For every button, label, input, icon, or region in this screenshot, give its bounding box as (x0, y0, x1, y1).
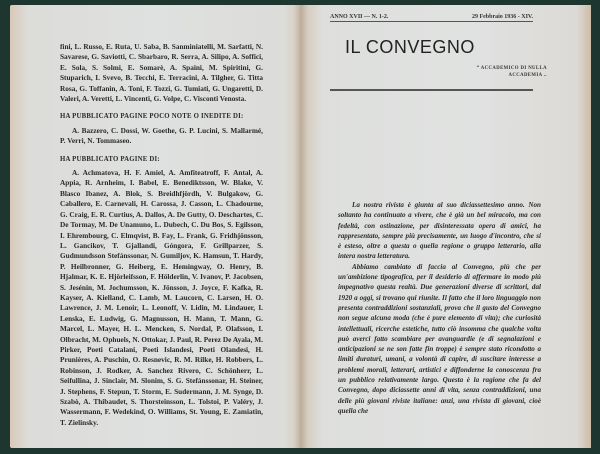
issue-number: ANNO XVII — N. 1-2. (330, 14, 389, 20)
editorial (338, 200, 541, 416)
book-gutter (294, 5, 308, 448)
magazine-title: IL CONVEGNO (345, 37, 475, 57)
divider (330, 89, 533, 91)
issue-date: 29 Febbraio 1936 - XIV. (471, 14, 533, 20)
continued-names: fini, L. Russo, E. Ruta, U. Saba, B. Sanminiatelli, M. Sarfatti, N. Savarese, G. Saviotti, C. Sbarbaro, R. Serra, A. Silipo, A. Soffici, E. Sola, S. Solmi, E. Somarè, A. Spaini, M. Spiritini, G. Stuparich, I. Svevo, B. Tecchi, E. Terracini, A. Tilgher, G. Titta Rosa, G. Toffanin, A. Toni, F. Tozzi, G. Tumiati, G. Ungaretti, D. Valeri, A. Veretti, L. Vincenti, G. Volpe, C. Visconti Venosta. (60, 42, 263, 104)
heading-unpublished: HA PUBBLICATO PAGINE POCO NOTE O INEDITE DI: (60, 113, 244, 121)
unpublished-names: A. Bazzero, C. Dossi, W. Goethe, G. P. Lucini, S. Mallarmé, P. Verri, N. Tommaseo. (60, 125, 263, 146)
published-names: A. Achmatova, H. F. Amiel, A. Amfiteatroff, F. Antal, A. Appia, R. Arnheim, I. Babel, E. Benediktsson, W. Blake, V. Blasco Ibanez, A. Blok, S. Breidhfjördh, V. Bulgakow, G. Caballero, E. Carnevali, H. Carossa, J. Casson, L. Chadourne, G. Craig, E. R. Curtius, A. Dallos, A. De Gutty, O. Deschartes, C. De Tormay, M. De Unamuno, L. Dubech, C. Du Bos, S. Egilsson, I. Ehrembourg, C. Elmqvist, B. Fay, L. Frank, G. Fridhjönsson, L. Gancikov, T. Gjallandi, Góngora, F. Grillparzer, S. Gudmundsson Stefánssonar, N. Gumiljov, K. Hamsun, T. Hardy, P. Heilbronner, G. Heiberg, E. Hemingway, O. Henry, B. Hjalmar, K. E. Hjörleifsson, F. Hölderlin, V. Ivanov, P. Jacobsen, S. Jesénin, M. Jochumsson, K. Jönsson, J. Joyce, F. Kafka, R. Kayser, A. Kielland, C. Lamb, M. Laucorn, C. Larsen, H. O. Lawrence, J. M. Lenoir, L. Leonoff, V. Lidin, M. Lindauer, I. Lenska, E. Ludwig, G. Magnusson, H. Mann, T. Mann, G. Marcel, L. Mayer, H. L. Mencken, S. Nordal, P. Olafsson, I. Olbracht, M. Ophuels, N. Ottokar, J. Paul, R. Perez De Ayala, M. Pirker, Poeti Catalani, Poeti Islandesi, Poeti Olandesi, H. Prunières, A. Puschin, O. Resnevic, R. M. Rilke, H. Robbers, L. Robinson, J. Rodker, A. Sanchez Rivero, C. Schönherr, L. Seifullina, J. Sinclair, M. Slonim, S. G. Stefánssonar, H. Steiner, J. Stephens, F. Stepun, T. Storm, E. Sudermann, J. M. Synge, D. Szabò, A. Thibaudet, S. Thorsteinsson, L. Tolstoi, P. Valéry, J. Wassermann, F. Wedekind, O. Williams, St. Young, E. Zamiatin, T. Zielinsky. (60, 168, 263, 427)
right-page (300, 5, 591, 448)
paragraph: La nostra rivista è giunta al suo diciassettesimo anno. Non soltanto ha continuato a vivere, che è già un bel miracolo, ma con fedeltà, con ostinazione, per disinteressata opera di amici, ha rappresentato, sempre più precisamente, un luogo d'incontro, che si è esteso, oltre a questa o quella regione o gruppo letterario, alla intera nostra letteratura. (338, 201, 541, 261)
contributors-list (60, 42, 263, 436)
left-page (10, 5, 302, 448)
paragraph: Abbiamo cambiato di faccia al Convegno, più che per un'ambizione tipografica, per il desiderio di affermare in modo più impegnativo questa realtà. Due generazioni diverse di scrittori, dal 1920 a oggi, si trovano qui riunite. Il fatto che il loro linguaggio non presenta contraddizioni sostanziali, prova che il gusto del Convegno non segue alcuna moda (che è pure elemento di vita); che curiosità intellettuali, ricerche estetiche, tutto ciò insomma che qualche volta può averci fatto scambiare per avanguardie (e di segnalazioni e anticipazioni se ne son fatte fin troppe) è sempre stato ricondotto a limiti duraturi, umani, a volontà di capire, di suscitare interesse a problemi morali, letterari, artistici e diffonderne la conoscenza fra un pubblico relativamente largo. Questa è la ragione che fa del Convegno, dopo diciassette anni di vita, senza contraddizioni, una delle più giovani riviste italiane: anzi, una rivista di giovani, cioè quella che (338, 262, 541, 415)
motto: “ ACCADEMICO DI NULLA ACCADEMIA .. (476, 66, 547, 78)
heading-published: HA PUBBLICATO PAGINE DI: (60, 155, 160, 163)
issue-header (330, 14, 533, 22)
